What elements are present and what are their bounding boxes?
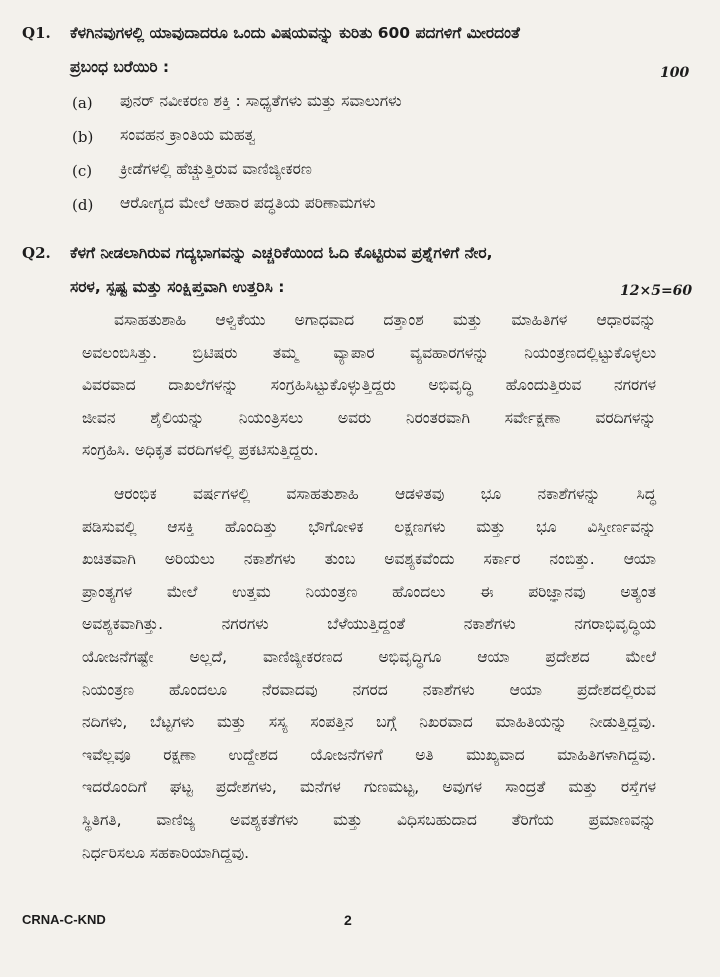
q2-prompt-line2: ಸರಳ, ಸ್ಪಷ್ಟ ಮತ್ತು ಸಂಕ್ಷಿಪ್ತವಾಗಿ ಉತ್ತರಿಸಿ : (70, 278, 285, 296)
passage-line: ಆರಂಭಿಕ ವರ್ಷಗಳಲ್ಲಿ ವಸಾಹತುಶಾಹಿ ಆಡಳಿತವು ಭೂ ನಕಾಶೆಗಳನ್ನು ಸಿದ್ಧ (114, 485, 656, 503)
q1-option-a-text: ಪುನರ್ ನವೀಕರಣ ಶಕ್ತಿ : ಸಾಧ್ಯತೆಗಳು ಮತ್ತು ಸವಾಲುಗಳು (120, 92, 402, 110)
q1-option-b-text: ಸಂವಹನ ಕ್ರಾಂತಿಯ ಮಹತ್ವ (120, 126, 256, 144)
passage-line: ನಿಯಂತ್ರಣ ಹೊಂದಲೂ ನೆರವಾದವು ನಗರದ ನಕಾಶೆಗಳು ಆಯಾ ಪ್ರದೇಶದಲ್ಲಿರುವ (82, 680, 656, 699)
page-number: 2 (344, 912, 352, 928)
passage-line: ಇದರೊಂದಿಗೆ ಘಟ್ಟ ಪ್ರದೇಶಗಳು, ಮನೆಗಳ ಗುಣಮಟ್ಟ, ಅವುಗಳ ಸಾಂದ್ರತೆ ಮತ್ತು ರಸ್ತೆಗಳ (82, 778, 656, 797)
q1-marks: 100 (660, 65, 690, 81)
passage-line: ನದಿಗಳು, ಬೆಟ್ಟಗಳು ಮತ್ತು ಸಸ್ಯ ಸಂಪತ್ತಿನ ಬಗ್ಗೆ ನಿಖರವಾದ ಮಾಹಿತಿಯನ್ನು ನೀಡುತ್ತಿದ್ದವು. (82, 713, 656, 732)
q2-marks: 12×5=60 (620, 283, 693, 299)
passage-line: ನಿರ್ಧರಿಸಲೂ ಸಹಕಾರಿಯಾಗಿದ್ದವು. (82, 843, 250, 862)
q1-option-d-label: (d) (72, 196, 94, 214)
q2-label: Q2. (22, 244, 51, 262)
q1-prompt-line2: ಪ್ರಬಂಧ ಬರೆಯಿರಿ : (70, 58, 170, 76)
q1-option-b-label: (b) (72, 128, 94, 146)
q1-option-d-text: ಆರೋಗ್ಯದ ಮೇಲೆ ಆಹಾರ ಪದ್ಧತಿಯ ಪರಿಣಾಮಗಳು (120, 194, 376, 212)
q1-prompt-line1: ಕೆಳಗಿನವುಗಳಲ್ಲಿ ಯಾವುದಾದರೂ ಒಂದು ವಿಷಯವನ್ನು ಕುರಿತು 600 ಪದಗಳಿಗೆ ಮೀರದಂತೆ (70, 24, 520, 42)
passage-line: ಪಡಿಸುವಲ್ಲಿ ಆಸಕ್ತಿ ಹೊಂದಿತ್ತು ಭೌಗೋಳಿಕ ಲಕ್ಷಣಗಳು ಮತ್ತು ಭೂ ವಿಸ್ತೀರ್ಣವನ್ನು (82, 517, 656, 536)
q1-option-c-label: (c) (72, 162, 93, 180)
passage-line: ಯೋಜನೆಗಷ್ಟೇ ಅಲ್ಲದೆ, ವಾಣಿಜ್ಯೀಕರಣದ ಅಭಿವೃದ್ಧಿಗೂ ಆಯಾ ಪ್ರದೇಶದ ಮೇಲೆ (82, 647, 656, 666)
paper-code: CRNA-C-KND (22, 912, 106, 927)
q1-option-a-label: (a) (72, 94, 93, 112)
passage-line: ಅವಲಂಬಿಸಿತ್ತು. ಬ್ರಿಟಿಷರು ತಮ್ಮ ವ್ಯಾಪಾರ ವ್ಯವಹಾರಗಳನ್ನು ನಿಯಂತ್ರಣದಲ್ಲಿಟ್ಟುಕೊಳ್ಳಲು (82, 343, 656, 362)
q2-prompt-line1: ಕೆಳಗೆ ನೀಡಲಾಗಿರುವ ಗದ್ಯಭಾಗವನ್ನು ಎಚ್ಚರಿಕೆಯಿಂದ ಓದಿ ಕೊಟ್ಟಿರುವ ಪ್ರಶ್ನೆಗಳಿಗೆ ನೇರ, (70, 244, 493, 262)
passage-line: ಇವೆಲ್ಲವೂ ರಕ್ಷಣಾ ಉದ್ದೇಶದ ಯೋಜನೆಗಳಿಗೆ ಅತಿ ಮುಖ್ಯವಾದ ಮಾಹಿತಿಗಳಾಗಿದ್ದವು. (82, 745, 656, 764)
passage-line: ಸ್ಥಿತಿಗತಿ, ವಾಣಿಜ್ಯ ಅವಶ್ಯಕತೆಗಳು ಮತ್ತು ವಿಧಿಸಬಹುದಾದ ತೆರಿಗೆಯ ಪ್ರಮಾಣವನ್ನು (82, 810, 656, 829)
passage-line: ಅವಶ್ಯಕವಾಗಿತ್ತು. ನಗರಗಳು ಬೆಳೆಯುತ್ತಿದ್ದಂತೆ ನಕಾಶೆಗಳು ನಗರಾಭಿವೃದ್ಧಿಯ (82, 615, 656, 634)
q1-label: Q1. (22, 24, 51, 42)
passage-paragraph-2 (82, 478, 656, 869)
passage-line: ಜೀವನ ಶೈಲಿಯನ್ನು ನಿಯಂತ್ರಿಸಲು ಅವರು ನಿರಂತರವಾಗಿ ಸರ್ವೇಕ್ಷಣಾ ವರದಿಗಳನ್ನು (82, 408, 656, 427)
passage-line: ಖಚಿತವಾಗಿ ಅರಿಯಲು ನಕಾಶೆಗಳು ತುಂಬ ಅವಶ್ಯಕವೆಂದು ಸರ್ಕಾರ ನಂಬಿತ್ತು. ಆಯಾ (82, 550, 656, 569)
passage-line: ಸಂಗ್ರಹಿಸಿ. ಅಧಿಕೃತ ವರದಿಗಳಲ್ಲಿ ಪ್ರಕಟಿಸುತ್ತಿದ್ದರು. (82, 441, 319, 460)
passage-line: ವಿವರವಾದ ದಾಖಲೆಗಳನ್ನು ಸಂಗ್ರಹಿಸಿಟ್ಟುಕೊಳ್ಳುತ್ತಿದ್ದರು ಅಭಿವೃದ್ಧಿ ಹೊಂದುತ್ತಿರುವ ನಗರಗಳ (82, 376, 656, 395)
passage-paragraph-1 (82, 304, 656, 467)
passage-line: ಪ್ರಾಂತ್ಯಗಳ ಮೇಲೆ ಉತ್ತಮ ನಿಯಂತ್ರಣ ಹೊಂದಲು ಈ ಪರಿಜ್ಞಾನವು ಅತ್ಯಂತ (82, 582, 656, 601)
passage-line: ವಸಾಹತುಶಾಹಿ ಆಳ್ವಿಕೆಯು ಅಗಾಧವಾದ ದತ್ತಾಂಶ ಮತ್ತು ಮಾಹಿತಿಗಳ ಆಧಾರವನ್ನು (114, 311, 656, 329)
q1-option-c-text: ಕ್ರೀಡೆಗಳಲ್ಲಿ ಹೆಚ್ಚುತ್ತಿರುವ ವಾಣಿಜ್ಯೀಕರಣ (120, 160, 312, 178)
